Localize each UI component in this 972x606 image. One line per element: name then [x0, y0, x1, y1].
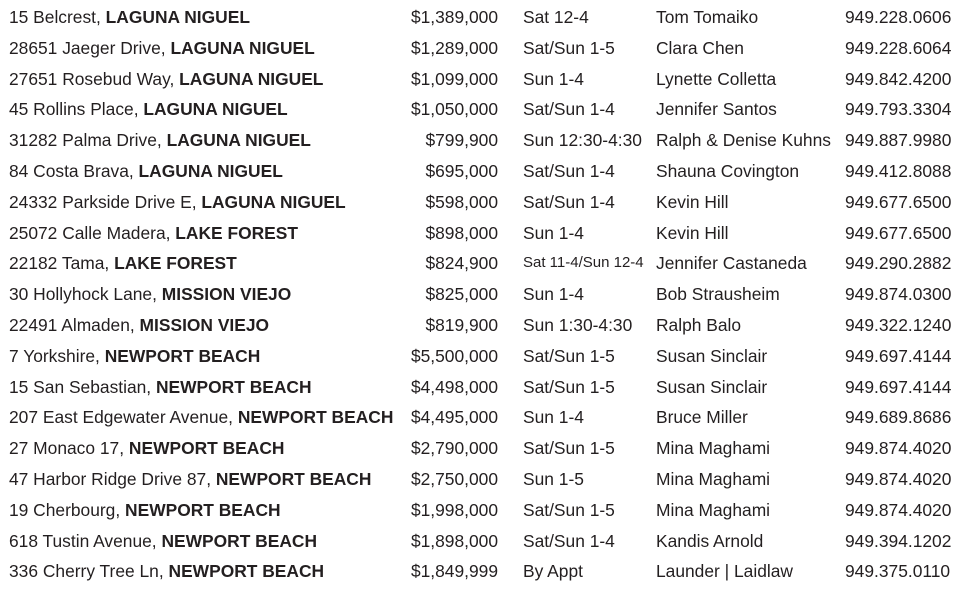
- open-house-time: Sat/Sun 1-5: [523, 438, 615, 459]
- listing-row: [0, 556, 972, 587]
- listing-row: [0, 33, 972, 64]
- city-name: NEWPORT BEACH: [128, 438, 285, 459]
- listing-address: [9, 33, 315, 64]
- listing-price: $1,849,999: [410, 561, 498, 582]
- listing-row: [0, 125, 972, 156]
- open-house-time: Sat/Sun 1-4: [523, 160, 615, 181]
- listing-price: $598,000: [425, 191, 498, 212]
- listing-row: [0, 372, 972, 403]
- open-house-time: Sat 11-4/Sun 12-4: [523, 254, 644, 272]
- listing-address: [9, 310, 269, 341]
- listing-address: [9, 156, 283, 187]
- listing-price: $1,898,000: [410, 530, 498, 551]
- agent-name: Ralph Balo: [656, 314, 742, 335]
- open-house-time: Sat/Sun 1-5: [523, 376, 615, 397]
- agent-phone: 949.375.0110: [845, 561, 951, 582]
- street-address: 84 Costa Brava,: [9, 160, 134, 181]
- city-name: NEWPORT BEACH: [125, 499, 281, 520]
- agent-phone: 949.842.4200: [845, 68, 952, 89]
- agent-phone: 949.793.3304: [845, 99, 952, 120]
- open-house-time: Sat/Sun 1-5: [523, 499, 615, 520]
- agent-name: Bruce Miller: [656, 407, 748, 428]
- listing-address: [9, 218, 298, 249]
- city-name: NEWPORT BEACH: [155, 376, 312, 397]
- agent-name: Kevin Hill: [656, 222, 729, 243]
- agent-name: Mina Maghami: [656, 468, 771, 489]
- agent-name: Lynette Colletta: [656, 68, 777, 89]
- agent-phone: 949.412.8088: [845, 160, 952, 181]
- street-address: 15 Belcrest,: [9, 7, 101, 27]
- open-house-time: Sat/Sun 1-5: [523, 37, 615, 58]
- listing-address: [9, 187, 346, 218]
- street-address: 22491 Almaden,: [9, 314, 135, 335]
- agent-name: Launder | Laidlaw: [656, 561, 793, 582]
- listing-row: [0, 433, 972, 464]
- open-house-time: Sun 1-4: [523, 284, 584, 305]
- street-address: 28651 Jaeger Drive,: [9, 37, 166, 58]
- listing-address: [9, 433, 284, 464]
- listing-row: [0, 464, 972, 495]
- city-name: LAGUNA NIGUEL: [179, 68, 324, 89]
- listing-price: $4,495,000: [410, 407, 498, 428]
- city-name: LAGUNA NIGUEL: [105, 7, 250, 27]
- listing-row: [0, 310, 972, 341]
- agent-name: Kevin Hill: [656, 191, 729, 212]
- agent-phone: 949.697.4144: [845, 345, 952, 366]
- city-name: NEWPORT BEACH: [237, 407, 394, 428]
- listing-price: $5,500,000: [410, 345, 498, 366]
- city-name: LAGUNA NIGUEL: [166, 130, 311, 151]
- listing-price: $1,050,000: [410, 99, 498, 120]
- listing-address: [9, 372, 312, 403]
- open-house-time: Sat/Sun 1-4: [523, 99, 615, 120]
- street-address: 7 Yorkshire,: [9, 345, 100, 366]
- city-name: NEWPORT BEACH: [104, 345, 261, 366]
- agent-phone: 949.874.4020: [845, 468, 952, 489]
- street-address: 31282 Palma Drive,: [9, 130, 162, 151]
- agent-name: Shauna Covington: [656, 160, 800, 181]
- street-address: 207 East Edgewater Avenue,: [9, 407, 233, 428]
- city-name: LAKE FOREST: [114, 253, 237, 274]
- listing-address: [9, 94, 288, 125]
- listing-row: [0, 248, 972, 279]
- agent-phone: 949.228.0606: [845, 7, 952, 27]
- listing-address: [9, 2, 250, 33]
- listing-address: [9, 64, 323, 95]
- street-address: 30 Hollyhock Lane,: [9, 284, 157, 305]
- open-house-time: Sun 1-4: [523, 68, 584, 89]
- listing-address: [9, 526, 317, 557]
- agent-name: Ralph & Denise Kuhns: [656, 130, 831, 151]
- agent-name: Clara Chen: [656, 37, 744, 58]
- street-address: 336 Cherry Tree Ln,: [9, 561, 164, 582]
- agent-name: Susan Sinclair: [656, 345, 768, 366]
- agent-phone: 949.887.9980: [845, 130, 952, 151]
- street-address: 25072 Calle Madera,: [9, 222, 171, 243]
- listing-price: $825,000: [425, 284, 498, 305]
- listing-address: [9, 125, 311, 156]
- listing-price: $799,900: [425, 130, 498, 151]
- street-address: 22182 Tama,: [9, 253, 110, 274]
- listing-row: [0, 279, 972, 310]
- city-name: NEWPORT BEACH: [168, 561, 325, 582]
- listing-price: $695,000: [425, 160, 498, 181]
- agent-name: Jennifer Castaneda: [656, 253, 807, 274]
- agent-name: Mina Maghami: [656, 499, 771, 520]
- agent-phone: 949.394.1202: [845, 530, 952, 551]
- street-address: 27 Monaco 17,: [9, 438, 125, 459]
- open-house-time: Sat 12-4: [523, 7, 589, 27]
- city-name: LAGUNA NIGUEL: [143, 99, 288, 120]
- city-name: MISSION VIEJO: [139, 314, 270, 335]
- listing-price: $1,289,000: [410, 37, 498, 58]
- listing-row: [0, 156, 972, 187]
- agent-phone: 949.677.6500: [845, 191, 952, 212]
- open-house-time: Sat/Sun 1-4: [523, 191, 615, 212]
- agent-name: Tom Tomaiko: [656, 7, 759, 27]
- listing-address: [9, 402, 393, 433]
- listing-price: $1,998,000: [410, 499, 498, 520]
- city-name: LAGUNA NIGUEL: [170, 37, 315, 58]
- street-address: 27651 Rosebud Way,: [9, 68, 175, 89]
- listing-price: $2,750,000: [410, 468, 498, 489]
- listing-address: [9, 248, 237, 279]
- open-house-time: Sun 1-4: [523, 222, 584, 243]
- agent-phone: 949.290.2882: [845, 253, 952, 274]
- open-house-time: By Appt: [523, 561, 583, 582]
- street-address: 19 Cherbourg,: [9, 499, 121, 520]
- open-house-time: Sat/Sun 1-4: [523, 530, 615, 551]
- city-name: LAGUNA NIGUEL: [201, 191, 346, 212]
- agent-phone: 949.874.4020: [845, 438, 952, 459]
- listing-row: [0, 64, 972, 95]
- agent-phone: 949.697.4144: [845, 376, 952, 397]
- agent-phone: 949.874.0300: [845, 284, 952, 305]
- listing-row: [0, 94, 972, 125]
- street-address: 24332 Parkside Drive E,: [9, 191, 197, 212]
- open-house-time: Sun 1:30-4:30: [523, 314, 633, 335]
- agent-phone: 949.689.8686: [845, 407, 952, 428]
- street-address: 45 Rollins Place,: [9, 99, 139, 120]
- listing-row: [0, 495, 972, 526]
- open-house-time: Sun 1-4: [523, 407, 584, 428]
- agent-phone: 949.322.1240: [845, 314, 952, 335]
- agent-phone: 949.677.6500: [845, 222, 952, 243]
- street-address: 618 Tustin Avenue,: [9, 530, 157, 551]
- listing-price: $4,498,000: [410, 376, 498, 397]
- open-house-time: Sat/Sun 1-5: [523, 345, 615, 366]
- street-address: 15 San Sebastian,: [9, 376, 152, 397]
- agent-name: Kandis Arnold: [656, 530, 764, 551]
- open-house-time: Sun 1-5: [523, 468, 584, 489]
- open-house-time: Sun 12:30-4:30: [523, 130, 642, 151]
- listing-price: $898,000: [425, 222, 498, 243]
- city-name: LAGUNA NIGUEL: [138, 160, 283, 181]
- agent-name: Susan Sinclair: [656, 376, 768, 397]
- listing-price: $2,790,000: [410, 438, 498, 459]
- city-name: NEWPORT BEACH: [215, 468, 372, 489]
- city-name: NEWPORT BEACH: [161, 530, 318, 551]
- street-address: 47 Harbor Ridge Drive 87,: [9, 468, 212, 489]
- listing-price: $1,099,000: [410, 68, 498, 89]
- listing-row: [0, 218, 972, 249]
- listing-row: [0, 402, 972, 433]
- listing-price: $824,900: [425, 253, 498, 274]
- city-name: MISSION VIEJO: [161, 284, 292, 305]
- agent-name: Jennifer Santos: [656, 99, 777, 120]
- city-name: LAKE FOREST: [175, 222, 298, 243]
- listing-row: [0, 341, 972, 372]
- listing-row: [0, 526, 972, 557]
- listing-address: [9, 279, 291, 310]
- listing-address: [9, 556, 324, 587]
- open-house-listings: [0, 2, 972, 587]
- listing-row: [0, 187, 972, 218]
- agent-name: Bob Strausheim: [656, 284, 780, 305]
- listing-row: [0, 2, 972, 33]
- listing-address: [9, 495, 281, 526]
- listing-address: [9, 341, 260, 372]
- agent-phone: 949.874.4020: [845, 499, 952, 520]
- listing-address: [9, 464, 371, 495]
- listing-price: $819,900: [425, 314, 498, 335]
- listing-price: $1,389,000: [410, 7, 498, 27]
- agent-phone: 949.228.6064: [845, 37, 952, 58]
- agent-name: Mina Maghami: [656, 438, 771, 459]
